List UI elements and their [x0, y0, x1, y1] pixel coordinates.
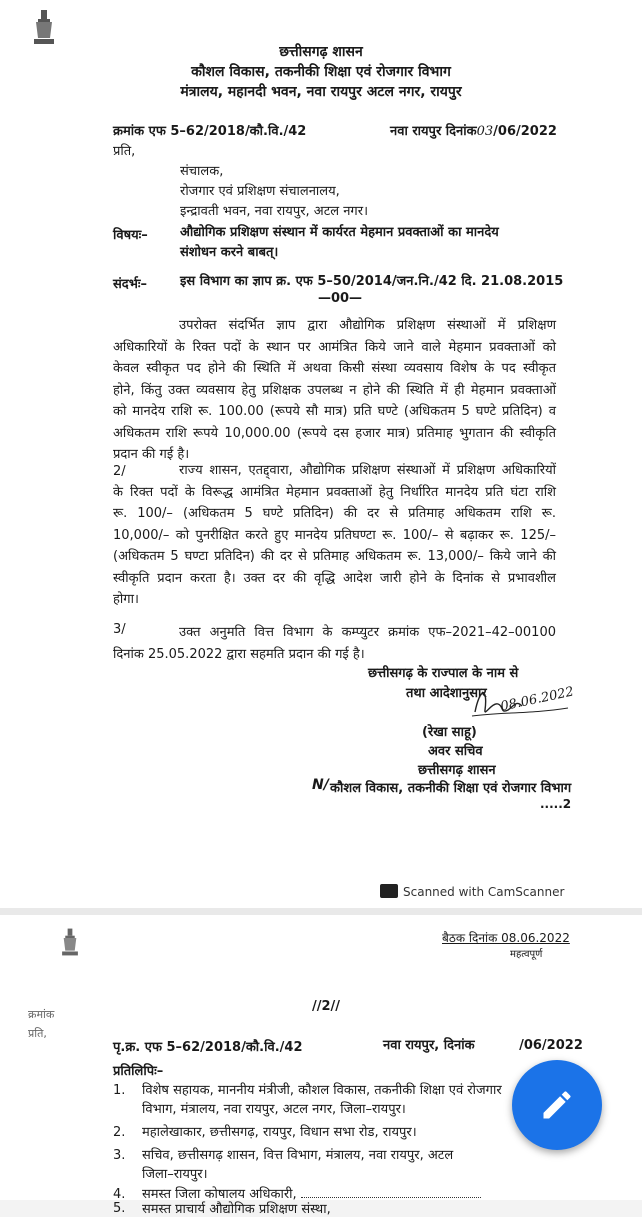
copy-item-number: 2.	[113, 1125, 126, 1140]
para1-line: अधिकतम राशि रूपये 10,000.00 (रूपये दस हजार मात्र) प्रतिमाह भुगतान की स्वीकृति	[113, 425, 556, 441]
copy-item-line: सचिव, छत्तीसगढ़ शासन, वित्त विभाग, मंत्रालय, नवा रायपुर, अटल	[142, 1148, 454, 1163]
subject-line-2: संशोधन करने बाबत्।	[180, 245, 279, 260]
place-date-label: नवा रायपुर दिनांक	[390, 124, 477, 139]
paragraph-1	[113, 315, 556, 466]
signer-govt: छत्तीसगढ़ शासन	[418, 763, 496, 778]
place-date-label: नवा रायपुर, दिनांक	[383, 1038, 475, 1053]
para1-line: प्रदान की गई है।	[113, 447, 190, 462]
addressee-line-3: इन्द्रावती भवन, नवा रायपुर, अटल नगर।	[180, 204, 368, 219]
para2-line: रू. 100/– (अधिकतम 5 घण्टे प्रतिदिन) की दर से प्रतिमाह अधिकतम राशि रू.	[113, 506, 556, 521]
pencil-icon	[539, 1087, 575, 1123]
signer-department: कौशल विकास, तकनीकी शिक्षा एवं रोजगार विभाग	[330, 781, 572, 796]
meeting-note: महत्वपूर्ण	[510, 949, 543, 960]
paragraph-3	[113, 622, 556, 665]
copy-item-number: 3.	[113, 1148, 126, 1163]
page-divider	[0, 908, 642, 915]
copy-item-line: विभाग, मंत्रालय, नवा रायपुर, अटल नगर, जिला–रायपुर।	[142, 1102, 406, 1117]
copy-label: प्रतिलिपिः–	[113, 1064, 164, 1079]
para1-line: होने, किंतु उक्त व्यवसाय हेतु प्रशिक्षक उपलब्ध न होने की स्थिति में ही मेहमान प्रवक्ताओं	[113, 382, 556, 398]
emblem-icon	[60, 927, 80, 957]
para2-line: के रिक्त पदों के विरूद्ध आमंत्रित मेहमान प्रवक्ताओं हेतु निर्धारित मानदेय प्रति घंटा राशि	[113, 484, 556, 500]
document-page-2	[0, 915, 642, 1217]
subject-line-1: औद्योगिक प्रशिक्षण संस्थान में कार्यरत मेहमान प्रवक्ताओं का मानदेय	[180, 225, 499, 240]
para2-line: (अधिकतम 5 घण्टा प्रतिदिन) की दर से प्रतिमाह अधिकतम रू. 13,000/– किये जाने की	[113, 549, 556, 564]
para3-line: उक्त अनुमति वित्त विभाग के कम्प्युटर क्रमांक एफ–2021–42–00100	[179, 625, 556, 640]
signature-date: 08.06.2022	[499, 684, 576, 715]
separator: —00—	[317, 291, 363, 306]
addressee-line-1: संचालक,	[180, 164, 224, 179]
signer-initials: N/	[312, 777, 329, 793]
para2-line: होगा।	[113, 592, 139, 607]
copy-item-line: महालेखाकार, छत्तीसगढ़, रायपुर, विधान सभा रोड, रायपुर।	[142, 1125, 417, 1140]
signer-title: अवर सचिव	[428, 744, 483, 759]
place-date	[383, 1035, 583, 1053]
para2-line: राज्य शासन, एतद्द्वारा, औद्योगिक प्रशिक्षण संस्थाओं में प्रशिक्षण अधिकारियों	[179, 463, 556, 478]
continued-marker: .....2	[540, 797, 572, 811]
subject-label: विषयः–	[113, 228, 148, 243]
edit-fab-button[interactable]	[512, 1060, 602, 1150]
para3-line: दिनांक 25.05.2022 द्वारा सहमति प्रदान की गई है।	[113, 646, 365, 662]
date-month-year: /06/2022	[519, 1038, 583, 1053]
camscanner-watermark: Scanned with CamScanner	[403, 885, 565, 899]
copy-item-text: समस्त जिला कोषालय अधिकारी,	[142, 1187, 297, 1202]
signer-name: (रेखा साहू)	[422, 725, 477, 740]
paragraph-2	[113, 460, 556, 611]
margin-label-kramank: क्रमांक	[28, 1008, 55, 1021]
reference-label: संदर्भः–	[113, 277, 147, 292]
para1-line: उपरोक्त संदर्भित ज्ञाप द्वारा औद्योगिक प्रशिक्षण संस्थाओं में प्रशिक्षण	[179, 318, 556, 333]
para1-line: को मानदेय राशि रू. 100.00 (रूपये सौ मात्र) प्रति घण्टे (अधिकतम 5 घण्टे प्रतिदिन) व	[113, 404, 556, 419]
para1-line: अधिकारियों के रिक्त पदों के स्थान पर आमंत्रित किये जाने वाले मेहमान प्रवक्ताओं को	[113, 339, 556, 355]
margin-label-prati: प्रति,	[28, 1027, 47, 1040]
copy-item-line: विशेष सहायक, माननीय मंत्रीजी, कौशल विकास, तकनीकी शिक्षा एवं रोजगार	[142, 1083, 502, 1098]
sign-block-line-1: छत्तीसगढ़ के राज्पाल के नाम से	[368, 666, 519, 681]
copy-item-number: 1.	[113, 1083, 126, 1098]
para3-number: 3/	[113, 622, 126, 637]
camscanner-logo-icon	[380, 884, 398, 898]
sign-block-line-2: तथा आदेशानुसार	[406, 686, 487, 701]
copy-item-line: समस्त प्राचार्य औद्योगिक प्रशिक्षण संस्था,	[142, 1202, 331, 1217]
meeting-date: बैठक दिनांक 08.06.2022	[442, 931, 570, 945]
blank-line	[301, 1197, 481, 1198]
place-date	[390, 121, 557, 139]
header-address: मंत्रालय, महानदी भवन, नवा रायपुर अटल नगर, रायपुर	[180, 84, 462, 100]
para2-line: स्वीकृति प्रदान करता है। उक्त दर की वृद्धि आदेश जारी होने के दिनांक से प्रभावशील	[113, 570, 556, 586]
para1-line: केवल स्वीकृत पद होने की स्थिति में अथवा किसी संस्था व्यवसाय विशेष के पद स्वीकृत	[113, 361, 556, 376]
page-number-marker: //2//	[312, 999, 341, 1014]
reference-text: इस विभाग का ज्ञाप क्र. एफ 5–50/2014/जन.नि./42 दि. 21.08.2015	[180, 274, 564, 289]
emblem-icon	[32, 8, 56, 46]
handwritten-day: 03	[476, 124, 494, 139]
copy-item-line: जिला–रायपुर।	[142, 1167, 208, 1182]
prati-label: प्रति,	[113, 144, 136, 159]
para2-line: 10,000/– को पुनरीक्षित करते हुए मानदेय प्रतिघण्टा रू. 100/– से बढ़ाकर रू. 125/–	[113, 527, 556, 543]
header-govt: छत्तीसगढ़ शासन	[279, 44, 363, 60]
ref-number: क्रमांक एफ 5–62/2018/कौ.वि./42	[113, 124, 307, 139]
copy-item-number: 5.	[113, 1201, 126, 1216]
ref-number: पृ.क्र. एफ 5–62/2018/कौ.वि./42	[113, 1040, 303, 1055]
para2-number: 2/	[113, 464, 126, 479]
date-month-year: /06/2022	[493, 124, 557, 139]
addressee-line-2: रोजगार एवं प्रशिक्षण संचालनालय,	[180, 184, 340, 199]
header-dept: कौशल विकास, तकनीकी शिक्षा एवं रोजगार विभाग	[191, 64, 451, 80]
copy-item-number: 4.	[113, 1187, 126, 1202]
